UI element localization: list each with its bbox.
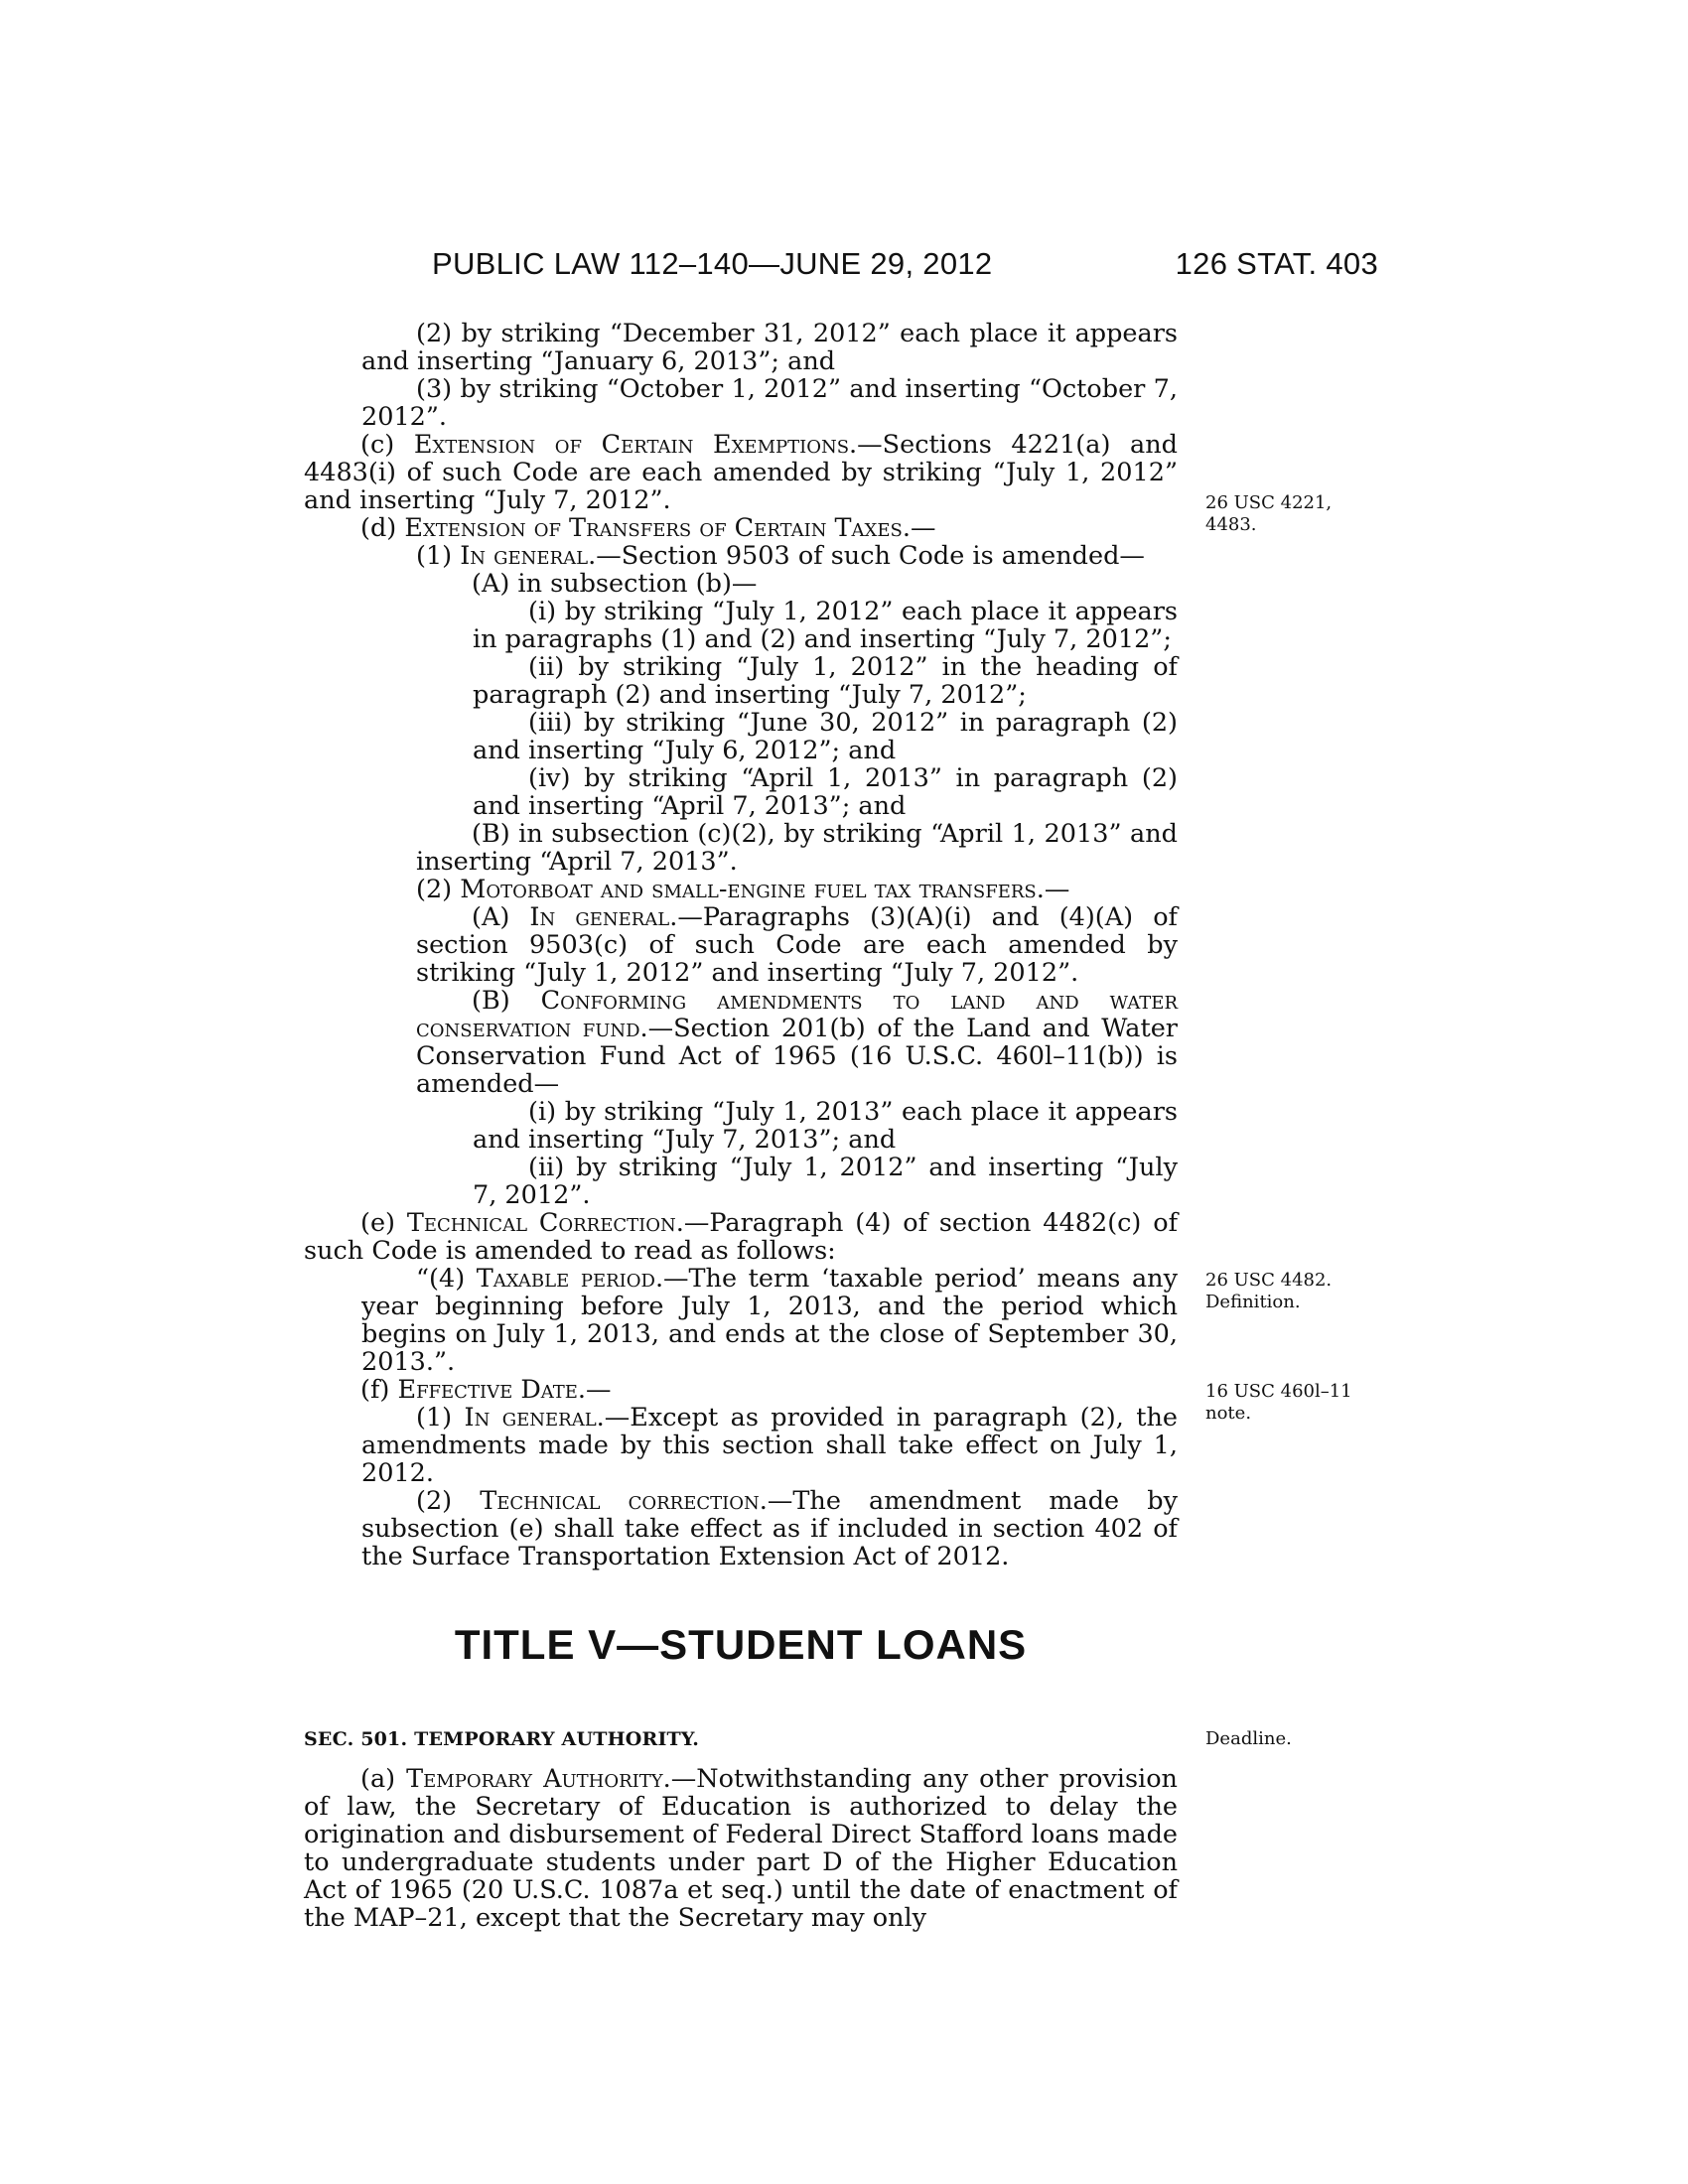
paragraph-number: (1)	[416, 541, 461, 571]
paragraph-number: (d)	[360, 513, 405, 543]
paragraph-p04	[304, 514, 1178, 542]
paragraph-text: —Paragraph (4) of section 4482(c) of such Code is amended to read as follows:	[304, 1208, 1179, 1266]
paragraph-text: —Notwithstanding any other provision of law, the Secretary of Education is authorized to delay the origination and disbursement of Federal Direct Stafford loans made to undergraduate students under part D of the Higher Education Act of 1965 (20 U.S.C. 1087a et seq.) until the date of enactment of the MAP–21, except that the Secretary may only	[304, 1764, 1178, 1933]
paragraph-text: (i) by striking “July 1, 2012” each place it appears in paragraphs (1) and (2) and inserting “July 7, 2012”;	[473, 597, 1178, 654]
paragraph-p21	[304, 1487, 1178, 1570]
margin-note-line: 16 USC 460l–11	[1205, 1381, 1352, 1402]
paragraph-p12	[304, 876, 1178, 903]
paragraph-heading: Technical Correction.	[406, 1208, 684, 1238]
paragraph-p06	[304, 570, 1178, 598]
paragraph-text: (ii) by striking “July 1, 2012” and inserting “July 7, 2012”.	[473, 1153, 1178, 1210]
paragraph-p15	[304, 1098, 1178, 1154]
paragraph-number: (2)	[416, 1486, 481, 1516]
paragraph-text: —Section 9503 of such Code is amended—	[596, 541, 1145, 571]
margin-note-line: note.	[1205, 1403, 1252, 1424]
paragraph-text: (B) in subsection (c)(2), by striking “April 1, 2013” and inserting “April 7, 2013”.	[416, 819, 1178, 877]
paragraph-heading: Effective Date.	[397, 1375, 587, 1405]
paragraph-p20	[304, 1404, 1178, 1487]
margin-note-26-usc-4482	[1205, 1270, 1332, 1313]
margin-note-26-usc-4221	[1205, 492, 1332, 536]
paragraph-text: —The term ‘taxable period’ means any year beginning before July 1, 2013, and the period which begins on July 1, 2013, and ends at the close of September 30, 2013.”.	[361, 1264, 1178, 1377]
margin-note-line: 26 USC 4482.	[1205, 1270, 1333, 1291]
paragraph-text: —Paragraphs (3)(A)(i) and (4)(A) of section 9503(c) of such Code are each amended by striking “July 1, 2012” and inserting “July 7, 2012”.	[416, 902, 1178, 988]
paragraph-number: (f)	[360, 1375, 398, 1405]
paragraph-heading: Motorboat and small-engine fuel tax transfers.	[460, 875, 1045, 904]
paragraph-p18	[304, 1265, 1178, 1376]
margin-note-line: 26 USC 4221,	[1205, 492, 1333, 513]
margin-note-line: Deadline.	[1205, 1728, 1292, 1749]
paragraph-p22	[304, 1765, 1178, 1932]
paragraph-number: “(4)	[416, 1264, 477, 1294]
paragraph-p09	[304, 709, 1178, 764]
paragraph-p07	[304, 598, 1178, 653]
paragraph-heading: Extension of Certain Exemptions.	[413, 430, 858, 460]
paragraph-p11	[304, 820, 1178, 876]
paragraph-text: —The amendment made by subsection (e) shall take effect as if included in section 402 of the Surface Transportation Extension Act of 2012.	[361, 1486, 1179, 1571]
page-header-left: PUBLIC LAW 112–140—JUNE 29, 2012	[432, 246, 993, 281]
paragraph-heading: Conforming amendments to land and water conservation fund.	[416, 986, 1178, 1043]
paragraph-number: (A)	[472, 902, 530, 932]
paragraph-heading: In general.	[464, 1403, 605, 1433]
paragraph-text: —Sections 4221(a) and 4483(i) of such Code are each amended by striking “July 1, 2012” and inserting “July 7, 2012”.	[304, 430, 1178, 515]
paragraph-p19	[304, 1376, 1178, 1404]
paragraph-text: —	[910, 513, 936, 543]
paragraph-number: (2)	[416, 875, 461, 904]
paragraph-number: (a)	[360, 1764, 407, 1794]
paragraph-text: —Except as provided in paragraph (2), the amendments made by this section shall take effect on July 1, 2012.	[361, 1403, 1179, 1488]
document-body	[304, 320, 1178, 1932]
paragraph-p05	[304, 542, 1178, 570]
paragraph-heading: Temporary Authority.	[406, 1764, 671, 1794]
margin-note-deadline	[1205, 1728, 1292, 1750]
margin-note-line: Definition.	[1205, 1292, 1301, 1312]
paragraph-p01	[304, 320, 1178, 375]
paragraph-number: (B)	[472, 986, 541, 1016]
paragraph-p17	[304, 1209, 1178, 1265]
paragraph-text: (3) by striking “October 1, 2012” and inserting “October 7, 2012”.	[361, 374, 1178, 432]
paragraph-text: (i) by striking “July 1, 2013” each place it appears and inserting “July 7, 2013”; and	[473, 1097, 1178, 1155]
paragraph-text: —	[586, 1375, 612, 1405]
paragraph-heading: Technical correction.	[480, 1486, 768, 1516]
paragraph-p02	[304, 375, 1178, 431]
paragraph-heading: In general.	[529, 902, 678, 932]
paragraph-heading: In general.	[460, 541, 597, 571]
paragraph-p03	[304, 431, 1178, 514]
paragraph-text: —	[1044, 875, 1070, 904]
margin-note-16-usc-460l	[1205, 1381, 1352, 1425]
paragraph-number: (e)	[360, 1208, 407, 1238]
title-heading: TITLE V—STUDENT LOANS	[454, 1621, 1028, 1668]
paragraph-p08	[304, 653, 1178, 709]
paragraph-text: —Section 201(b) of the Land and Water Conservation Fund Act of 1965 (16 U.S.C. 460l–11(b)) is amended—	[416, 1014, 1179, 1099]
paragraph-p14	[304, 987, 1178, 1098]
paragraph-text: (ii) by striking “July 1, 2012” in the heading of paragraph (2) and inserting “July 7, 2012”;	[473, 652, 1178, 710]
paragraph-p13	[304, 903, 1178, 987]
paragraph-text: (A) in subsection (b)—	[472, 569, 758, 599]
section-heading: SEC. 501. TEMPORARY AUTHORITY.	[304, 1728, 700, 1750]
paragraph-text: (iii) by striking “June 30, 2012” in paragraph (2) and inserting “July 6, 2012”; and	[473, 708, 1178, 765]
margin-note-line: 4483.	[1205, 514, 1257, 535]
paragraph-text: (iv) by striking “April 1, 2013” in paragraph (2) and inserting “April 7, 2013”; and	[473, 763, 1178, 821]
page-header-right: 126 STAT. 403	[1175, 246, 1378, 281]
paragraph-number: (1)	[416, 1403, 465, 1433]
paragraph-number: (c)	[360, 430, 414, 460]
paragraph-text: (2) by striking “December 31, 2012” each place it appears and inserting “January 6, 2013”; and	[361, 319, 1178, 376]
paragraph-heading: Extension of Transfers of Certain Taxes.	[404, 513, 911, 543]
paragraph-p16	[304, 1154, 1178, 1209]
paragraph-heading: Taxable period.	[476, 1264, 664, 1294]
paragraph-p10	[304, 764, 1178, 820]
